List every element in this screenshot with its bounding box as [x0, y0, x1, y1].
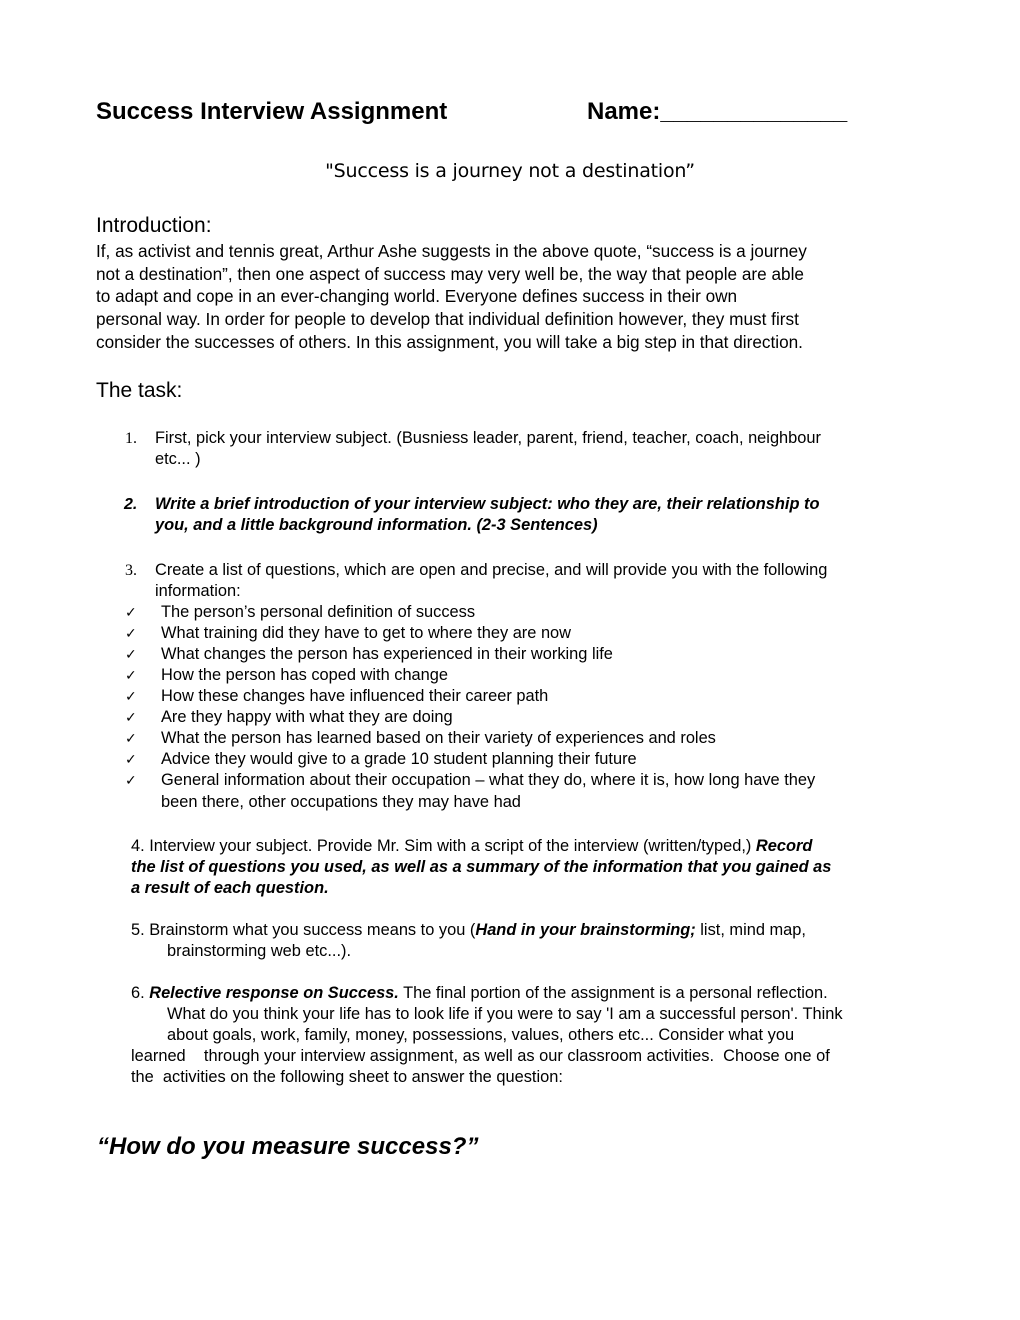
task-item-3 [155, 560, 935, 602]
checkmark-icon: ✓ [125, 626, 137, 642]
item-line: information: [155, 582, 241, 600]
checklist-item: ✓ Advice they would give to a grade 10 student planning their future [125, 749, 637, 771]
final-question: “How do you measure success?” [97, 1133, 479, 1160]
intro-line: If, as activist and tennis great, Arthur Ashe suggests in the above quote, “success is a journey [96, 241, 807, 261]
task-step-5: 5. Brainstorm what you success means to you (Hand in your brainstorming; list, mind map, brainstorming web etc...). [131, 921, 806, 960]
introduction-heading: Introduction: [96, 214, 212, 237]
item-line: Create a list of questions, which are open and precise, and will provide you with the following [155, 561, 828, 579]
checklist-item: ✓ How these changes have influenced their career path [125, 686, 548, 708]
task-step-4: 4. Interview your subject. Provide Mr. Sim with a script of the interview (written/typed,) Record the list of questions you used, as well as a summary of the information that you gained as a result of each question. [131, 837, 832, 897]
checklist-item: ✓ How the person has coped with change [125, 665, 448, 687]
introduction-paragraph [96, 240, 936, 354]
checkmark-icon: ✓ [125, 710, 137, 726]
item-number: 1. [125, 430, 137, 447]
item-line: etc... ) [155, 450, 201, 468]
item-number: 3. [125, 562, 137, 579]
checkmark-icon: ✓ [125, 731, 137, 747]
intro-line: to adapt and cope in an ever-changing world. Everyone defines success in their own [96, 286, 738, 307]
assignment-title: Success Interview Assignment [96, 98, 448, 125]
task-item-2 [155, 494, 935, 536]
task-item-1 [155, 428, 935, 470]
quote: "Success is a journey not a destination” [325, 160, 695, 182]
checklist-item: ✓ The person’s personal definition of success [125, 602, 475, 624]
checkmark-icon: ✓ [125, 668, 137, 684]
item-line: Write a brief introduction of your interview subject: who they are, their relationship to [155, 495, 820, 513]
checklist-item: ✓ What the person has learned based on their variety of experiences and roles [125, 728, 716, 750]
intro-line: consider the successes of others. In this assignment, you will take a big step in that direction. [96, 331, 803, 352]
item-number: 2. [124, 496, 138, 513]
intro-line: personal way. In order for people to develop that individual definition however, they must first [96, 309, 799, 330]
item-line: you, and a little background information. (2-3 Sentences) [155, 516, 598, 534]
checkmark-icon: ✓ [125, 605, 137, 621]
checklist-item: ✓ Are they happy with what they are doing [125, 707, 453, 729]
item-line: First, pick your interview subject. (Busniess leader, parent, friend, teacher, coach, neighbour [155, 429, 821, 447]
name-field-label: Name:______________ [587, 98, 848, 125]
task-step-6: 6. Relective response on Success. The final portion of the assignment is a personal reflection. What do you think your life has to look life if you were to say 'I am a successful person'. Think about goals, work, family, money, possessions, values, others etc... Consider what you learned through your interview assignment, as well as our classroom activities. Choose one of the activities on the following sheet to answer the question: [131, 984, 843, 1086]
checklist-item: ✓ General information about their occupation – what they do, where it is, how long have they been there, other occupations they may have had [125, 771, 816, 811]
checkmark-icon: ✓ [125, 752, 137, 768]
checklist-item: ✓ What changes the person has experienced in their working life [125, 644, 613, 666]
checkmark-icon: ✓ [125, 647, 137, 663]
checklist-item: ✓ What training did they have to get to where they are now [125, 623, 571, 645]
task-heading: The task: [96, 379, 183, 402]
intro-line: not a destination”, then one aspect of success may very well be, the way that people are able [96, 263, 804, 284]
checkmark-icon: ✓ [125, 773, 137, 789]
checkmark-icon: ✓ [125, 689, 137, 705]
